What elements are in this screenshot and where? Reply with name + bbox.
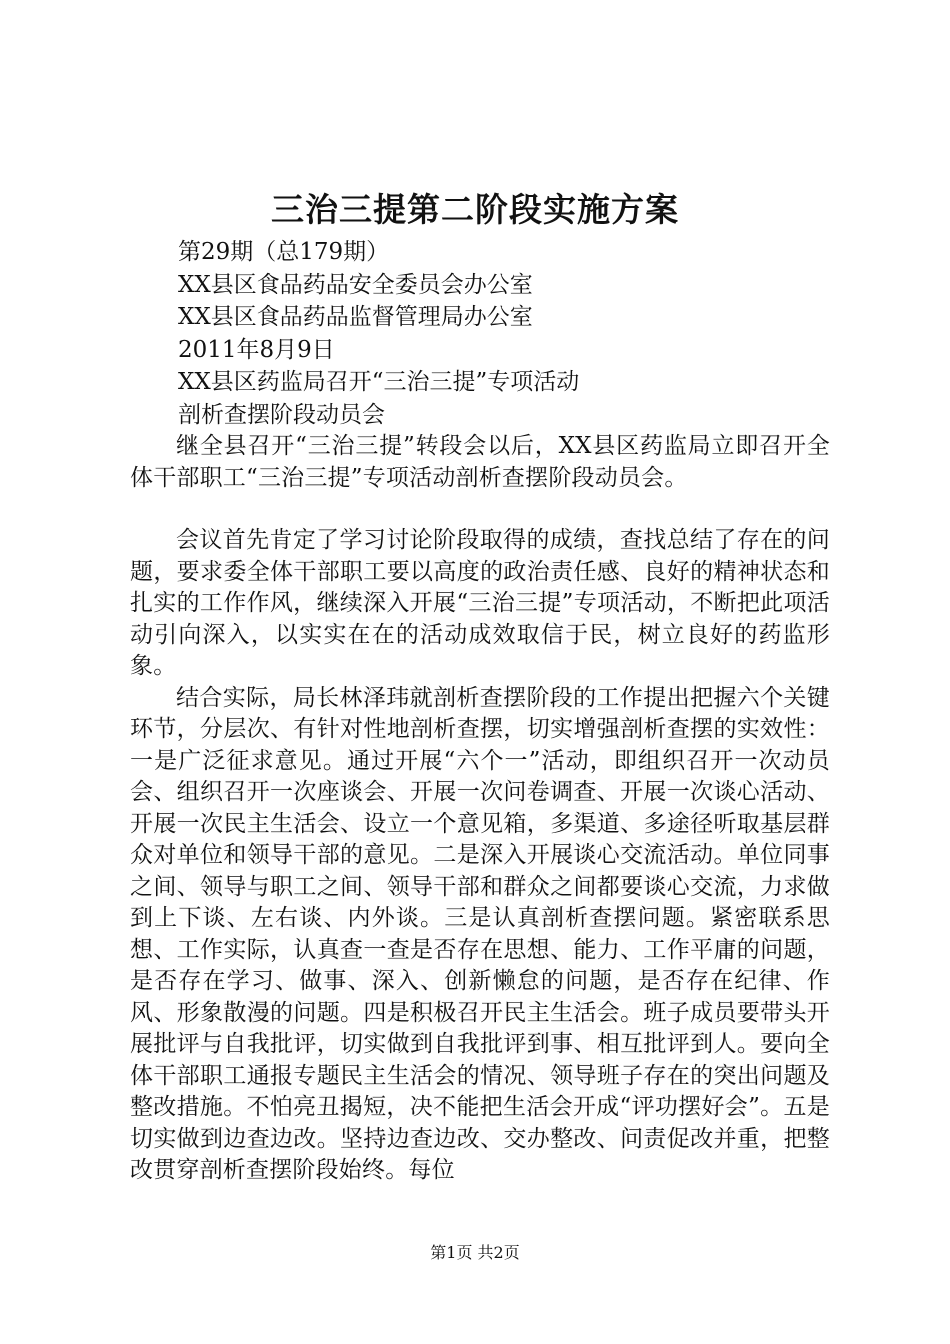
document-body	[130, 431, 830, 1187]
headline-line-1: XX县区药监局召开“三治三提”专项活动	[178, 369, 580, 395]
issue-number: 第29期（总179期）	[178, 239, 390, 265]
issuer-line-1: XX县区食品药品安全委员会办公室	[178, 271, 533, 298]
paragraph-intro: 继全县召开“三治三提”转段会以后，XX县区药监局立即召开全体干部职工“三治三提”专项活动剖析查摆阶段动员会。	[130, 433, 830, 491]
document-meta	[178, 236, 858, 431]
issuer-line-2: XX县区食品药品监督管理局办公室	[178, 304, 533, 330]
page-footer: 第1页 共2页	[430, 1243, 520, 1262]
document-title: 三治三提第二阶段实施方案	[271, 190, 679, 229]
paragraph-meeting: 会议首先肯定了学习讨论阶段取得的成绩，查找总结了存在的问题，要求委全体干部职工要以高度的政治责任感、良好的精神状态和扎实的工作作风，继续深入开展“三治三提”专项活动，不断把此项活动引向深入，以实实在在的活动成效取信于民，树立良好的药监形象。	[130, 527, 830, 679]
paragraph-key-links: 结合实际，局长林泽玮就剖析查摆阶段的工作提出把握六个关键环节，分层次、有针对性地剖析查摆，切实增强剖析查摆的实效性：一是广泛征求意见。通过开展“六个一”活动，即组织召开一次动员会、组织召开一次座谈会、开展一次问卷调查、开展一次谈心活动、开展一次民主生活会、设立一个意见箱，多渠道、多途径听取基层群众对单位和领导干部的意见。二是深入开展谈心交流活动。单位同事之间、领导与职工之间、领导干部和群众之间都要谈心交流，力求做到上下谈、左右谈、内外谈。三是认真剖析查摆问题。紧密联系思想、工作实际，认真查一查是否存在思想、能力、工作平庸的问题，是否存在学习、做事、深入、创新懒怠的问题，是否存在纪律、作风、形象散漫的问题。四是积极召开民主生活会。班子成员要带头开展批评与自我批评，切实做到自我批评到事、相互批评到人。要向全体干部职工通报专题民主生活会的情况、领导班子存在的突出问题及整改措施。不怕亮丑揭短，决不能把生活会开成“评功摆好会”。五是切实做到边查边改。坚持边查边改、交办整改、问责促改并重，把整改贯穿剖析查摆阶段始终。每位	[130, 684, 830, 1183]
headline-line-2: 剖析查摆阶段动员会	[178, 401, 385, 428]
issue-date: 2011年8月9日	[178, 336, 335, 363]
